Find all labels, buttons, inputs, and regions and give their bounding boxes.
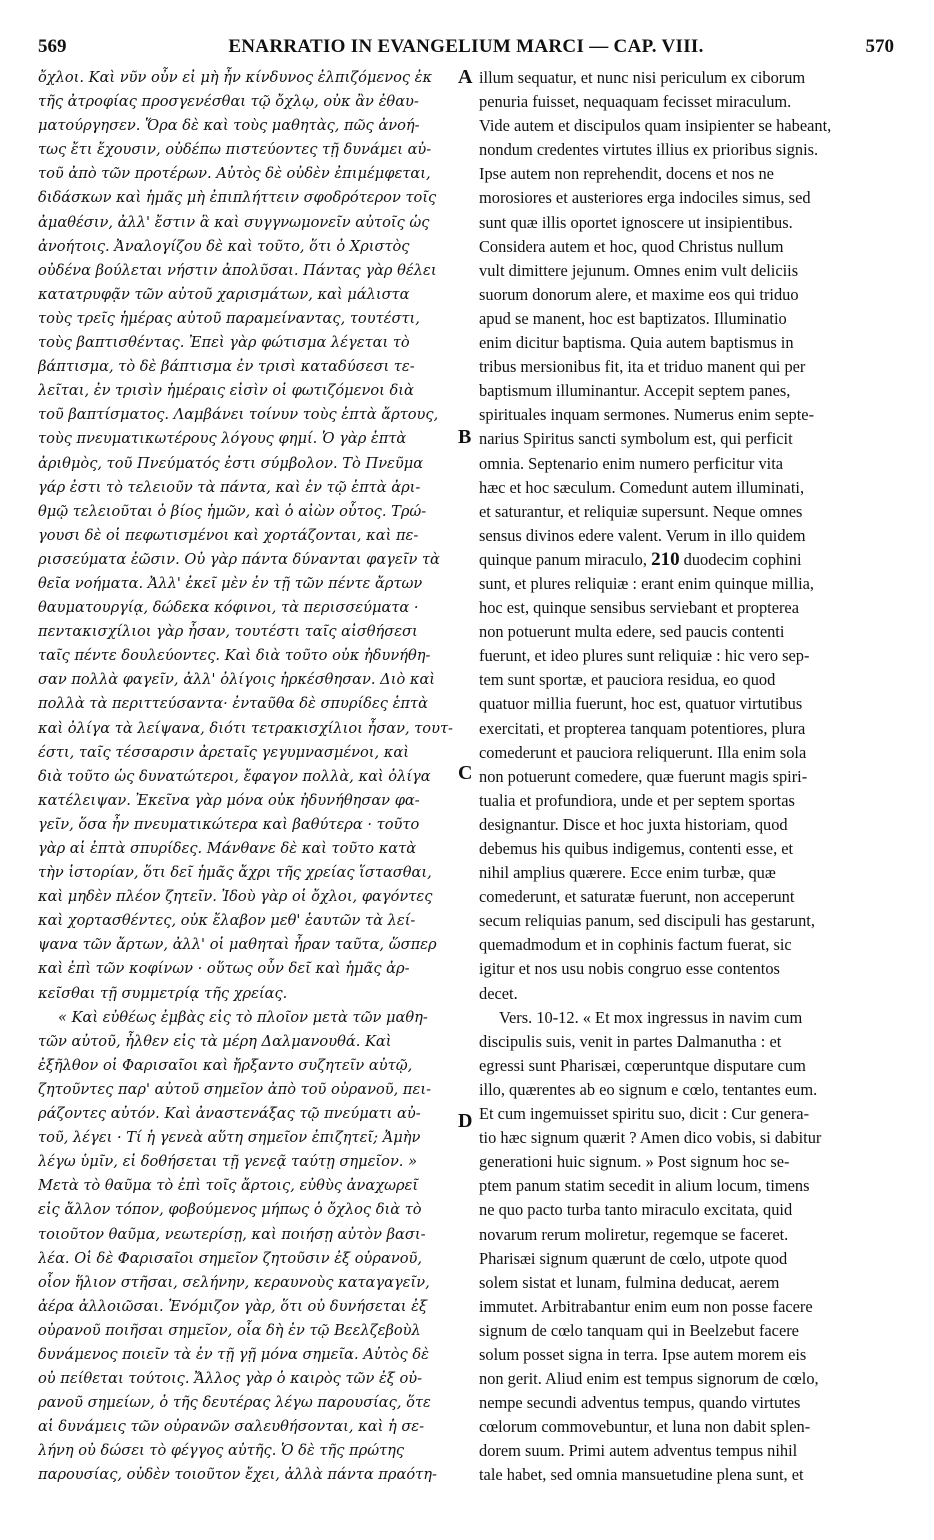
- greek-line: εἰς ἄλλον τόπον, φοβούμενος μήπως ὁ ὄχλος διὰ τὸ: [38, 1201, 422, 1219]
- latin-line: et saturantur, et reliquiæ supersunt. Neque omnes: [479, 501, 803, 521]
- greek-line: ἐξῆλθον οἱ Φαρισαῖοι καὶ ἤρξαντο συζητεῖν αὐτῷ,: [38, 1056, 413, 1074]
- greek-line: καὶ χορτασθέντες, οὐκ ἔλαβον μεθ' ἑαυτῶν τὰ λεί-: [38, 912, 416, 930]
- latin-line: nempe secundi adventus tempus, quando virtutes: [479, 1393, 801, 1413]
- greek-line: οὐδένα βούλεται νήστιν ἀπολῦσαι. Πάντας γὰρ θέλει: [38, 261, 437, 279]
- greek-line: θμῷ τελειοῦται ὁ βίος ἡμῶν, καὶ ὁ αἰὼν οὗτος. Τρώ-: [38, 502, 427, 520]
- greek-line: λέα. Οἱ δὲ Φαρισαῖοι σημεῖον ζητοῦσιν ἐξ οὐρανοῦ,: [38, 1249, 422, 1267]
- latin-line: solum posset signa in terra. Ipse autem morem eis: [479, 1344, 807, 1364]
- latin-line-text: duodecim cophini: [679, 549, 802, 569]
- latin-line: apud se manent, hoc est baptizatos. Illuminatio: [479, 308, 787, 328]
- latin-line: penuria fuisset, nequaquam fecisset miraculum.: [479, 92, 792, 112]
- greek-line: διὰ τοῦτο ὡς δυνατώτεροι, ἔφαγον πολλὰ, καὶ ὀλίγα: [38, 767, 431, 785]
- latin-line: [479, 548, 895, 572]
- greek-line: τοῦ ἀπὸ τῶν προτέρων. Αὐτὸς δὲ οὐδὲν ἐπιμέμφεται,: [38, 165, 431, 183]
- greek-line: τοὺς πνευματικωτέρους λόγους φημί. Ὁ γὰρ ἑπτὰ: [38, 430, 407, 448]
- greek-line: διδάσκων καὶ ἡμᾶς μὴ ἐπιπλήττειν σφοδρότερον τοῖς: [38, 189, 437, 207]
- latin-line: sunt quæ illis oportet ignoscere ut insipientibus.: [479, 212, 793, 232]
- greek-line: καὶ μηδὲν πλέον ζητεῖν. Ἰδοὺ γὰρ οἱ ὄχλοι, φαγόντες: [38, 888, 433, 906]
- latin-column: [479, 66, 895, 1496]
- latin-line: decet.: [479, 983, 518, 1003]
- latin-line-text: quinque panum miraculo,: [479, 549, 652, 569]
- greek-line: γεῖν, ὅσα ἦν πνευματικώτερα καὶ βαθύτερα · τοῦτο: [38, 815, 420, 833]
- greek-line: τὴν ἱστορίαν, ὅτι δεῖ ἡμᾶς ἄχρι τῆς χρείας ἵστασθαι,: [38, 864, 432, 882]
- greek-line: οὐ πείθεται τούτοις. Ἄλλος γὰρ ὁ καιρὸς τῶν ἐξ οὐ-: [38, 1370, 423, 1388]
- latin-line: omnia. Septenario enim numero perficitur vita: [479, 453, 784, 473]
- greek-line: κατέλειψαν. Ἐκεῖνα γὰρ μόνα οὐκ ἠδυνήθησαν φα-: [38, 791, 420, 809]
- greek-line: καὶ ὀλίγα τὰ λείψανα, διότι τετρακισχίλιοι ἦσαν, τουτ-: [38, 719, 453, 737]
- latin-line: hoc est, quinque sensibus serviebant et propterea: [479, 598, 799, 618]
- latin-line: debemus his quibus indigemus, contenti esse, et: [479, 839, 794, 858]
- margin-letter-d: D: [458, 1110, 473, 1132]
- latin-line: Vide autem et discipulos quam insipienter se habeant,: [479, 116, 832, 136]
- latin-line: Ipse autem non reprehendit, docens et nos ne: [479, 164, 774, 184]
- greek-line: ζητοῦντες παρ' αὐτοῦ σημεῖον ἀπὸ τοῦ οὐρανοῦ, πει-: [38, 1080, 432, 1098]
- latin-line: non gerit. Aliud enim est tempus signorum de cœlo,: [479, 1369, 819, 1389]
- greek-line: τοῦ βαπτίσματος. Λαμβάνει τοίνυν τοὺς ἑπτὰ ἄρτους,: [38, 406, 439, 424]
- margin-letter-a: A: [458, 66, 473, 88]
- margin-letter-b: B: [458, 426, 472, 448]
- greek-line: λήνη οὐ δώσει τὸ φέγγος αὐτῆς. Ὁ δὲ τῆς πρώτης: [38, 1442, 405, 1460]
- greek-line: τοιοῦτον θαῦμα, νεωτερίσῃ, καὶ ποιήσῃ αὐτὸν βασι-: [38, 1225, 426, 1243]
- latin-line: illum sequatur, et nunc nisi periculum ex ciborum: [479, 68, 806, 87]
- greek-line: ρισσεύματα ἐῶσιν. Οὐ γὰρ πάντα δύνανται φαγεῖν τὰ: [38, 550, 440, 568]
- running-title: ENARRATIO IN EVANGELIUM MARCI — CAP. VIII.: [228, 36, 704, 57]
- latin-line: tribus mersionibus fit, ita et triduo manent qui per: [479, 357, 806, 377]
- greek-line: ἀριθμὸς, τοῦ Πνεύματός ἐστι σύμβολον. Τὸ Πνεῦμα: [38, 454, 424, 472]
- greek-column: [38, 66, 456, 1496]
- latin-line: exercitati, et propterea tanquam potentiores, plura: [479, 718, 806, 738]
- latin-line: Pharisæi signum quærunt de cœlo, utpote quod: [479, 1248, 788, 1268]
- greek-line: βάπτισμα, τὸ δὲ βάπτισμα ἐν τρισὶ καταδύσεσι τε-: [38, 358, 415, 376]
- greek-line: Μετὰ τὸ θαῦμα τὸ ἐπὶ τοῖς ἄρτοις, εὐθὺς ἀναχωρεῖ: [38, 1177, 419, 1195]
- greek-line: ρανοῦ σημείων, ὁ τῆς δευτέρας λέγω παρουσίας, ὅτε: [38, 1394, 431, 1412]
- latin-line: Vers. 10-12. « Et mox ingressus in navim cum: [499, 1007, 803, 1027]
- page-number-right: 570: [865, 36, 894, 57]
- latin-line: tio hæc signum quærit ? Amen dico vobis, si dabitur: [479, 1128, 822, 1148]
- greek-line: ράζοντες αὐτόν. Καὶ ἀναστενάξας τῷ πνεύματι αὐ-: [38, 1105, 421, 1123]
- greek-line: παρουσίας, οὐδὲν τοιοῦτον ἔχει, ἀλλὰ πάντα πραότη-: [38, 1466, 437, 1484]
- latin-line: hæc et hoc sæculum. Comedunt autem illuminati,: [479, 477, 805, 497]
- greek-line: γάρ ἐστι τὸ τελειοῦν τὰ πάντα, καὶ ἐν τῷ ἑπτὰ ἀρι-: [38, 478, 421, 496]
- latin-line: egressi sunt Pharisæi, cœperuntque disputare cum: [479, 1055, 806, 1075]
- latin-line: quemadmodum et in cophinis factum fuerat, sic: [479, 935, 792, 955]
- greek-line: οὐρανοῦ ποιῆσαι σημεῖον, οἷα δὴ ἐν τῷ Βεελζεβοὺλ: [38, 1321, 421, 1339]
- greek-line: τοὺς βαπτισθέντας. Ἐπεὶ γὰρ φώτισμα λέγεται τὸ: [38, 334, 410, 352]
- latin-line: secum reliquias panum, sed discipuli has gestarunt,: [479, 911, 815, 931]
- greek-line: θεῖα νοήματα. Ἀλλ' ἐκεῖ μὲν ἐν τῇ τῶν πέντε ἄρτων: [38, 574, 423, 592]
- greek-line: τῶν αὐτοῦ, ἦλθεν εἰς τὰ μέρη Δαλμανουθά. Καὶ: [38, 1032, 392, 1050]
- latin-line: vult dimittere jejunum. Omnes enim vult deliciis: [479, 260, 799, 280]
- greek-line: ἀέρα ἀλλοιῶσαι. Ἐνόμιζον γὰρ, ὅτι οὐ δυνήσεται ἐξ: [38, 1297, 428, 1315]
- latin-line: suorum donorum alere, et maxime eos qui triduo: [479, 284, 799, 304]
- latin-line: Considera autem et hoc, quod Christus nullum: [479, 236, 784, 256]
- running-header: [38, 36, 894, 62]
- greek-line: πεντακισχίλιοι γὰρ ἦσαν, τουτέστι ταῖς αἰσθήσεσι: [38, 623, 418, 641]
- greek-line: τοὺς τρεῖς ἡμέρας αὐτοῦ παραμείναντας, τουτέστι,: [38, 309, 420, 327]
- greek-line: οἷον ἥλιον στῆσαι, σελήνην, κεραυνοὺς καταγαγεῖν,: [38, 1273, 430, 1291]
- page-number-left: 569: [38, 36, 67, 57]
- greek-line: τοῦ, λέγει · Τί ἡ γενεὰ αὕτη σημεῖον ἐπιζητεῖ; Ἀμὴν: [38, 1129, 421, 1147]
- latin-line: immutet. Arbitrabantur enim eum non posse facere: [479, 1296, 813, 1316]
- latin-line: illo, quærentes ab eo signum e cœlo, tentantes eum.: [479, 1079, 818, 1099]
- latin-line: enim dicitur baptisma. Quia autem baptismus in: [479, 333, 794, 353]
- latin-line: comederunt, et saturatæ fuerunt, non acceperunt: [479, 887, 795, 907]
- greek-line: γουσι δὲ οἱ πεφωτισμένοι καὶ χορτάζονται, καὶ πε-: [38, 526, 419, 544]
- greek-line: αἱ δυνάμεις τῶν οὐρανῶν σαλευθήσονται, καὶ ἡ σε-: [38, 1418, 425, 1436]
- greek-line: θαυματουργίᾳ, δώδεκα κόφινοι, τὰ περισσεύματα ·: [38, 599, 419, 617]
- latin-line: tale habet, sed omnia mansuetudine plena sunt, et: [479, 1465, 804, 1485]
- latin-line: fuerunt, et ideo plures sunt reliquiæ : hic vero sep-: [479, 646, 810, 666]
- greek-line: ἀμαθέσιν, ἀλλ' ἔστιν ἃ καὶ συγγνωμονεῖν αὐτοῖς ὡς: [38, 213, 430, 231]
- greek-line: σαν πολλὰ φαγεῖν, ἀλλ' ὀλίγοις ἠρκέσθησαν. Διὸ καὶ: [38, 671, 436, 689]
- latin-line: morosiores et austeriores erga indociles simus, sed: [479, 188, 811, 208]
- latin-line: solem sistat et lunam, fulmina deducat, aerem: [479, 1272, 780, 1292]
- latin-line: baptismum illuminantur. Accepit septem panes,: [479, 381, 791, 401]
- latin-line: designantur. Disce et hoc juxta historiam, quod: [479, 814, 788, 834]
- latin-line: Et cum ingemuisset spiritu suo, dicit : Cur genera-: [479, 1104, 810, 1124]
- latin-line: narius Spiritus sancti symbolum est, qui perficit: [479, 429, 793, 449]
- latin-line: signum de cœlo tanquam qui in Beelzebut facere: [479, 1320, 799, 1340]
- latin-line: novarum rerum moliretur, regemque se faceret.: [479, 1224, 789, 1244]
- latin-line: nondum credentes virtutes illius ex prioribus signis.: [479, 140, 819, 160]
- latin-line: ne quo pacto turba tanto miraculo excitata, quid: [479, 1200, 793, 1220]
- latin-line: sunt, et plures reliquiæ : erant enim quinque millia,: [479, 573, 815, 593]
- latin-line: tualia et profundiora, unde et per septem sportas: [479, 790, 795, 810]
- latin-line: ptem panum statim secedit in alium locum, timens: [479, 1176, 810, 1196]
- latin-line: dorem suum. Primi autem adventus tempus nihil: [479, 1441, 798, 1461]
- greek-line: κεῖσθαι τῇ συμμετρίᾳ τῆς χρείας.: [38, 984, 288, 1002]
- latin-line: sensus divinos edere valent. Verum in illo quidem: [479, 525, 806, 545]
- latin-line: cœlorum commovebuntur, et luna non dabit splen-: [479, 1417, 811, 1437]
- latin-line: tem sunt sportæ, et pauciora residua, eo quod: [479, 670, 776, 690]
- latin-line: comederunt et pauciora reliquerunt. Illa enim sola: [479, 742, 807, 762]
- greek-line: δυνάμενος ποιεῖν τὰ ἐν τῇ γῇ μόνα σημεῖα. Αὐτὸς δὲ: [38, 1345, 430, 1363]
- latin-line: non potuerunt multa edere, sed paucis contenti: [479, 622, 785, 642]
- greek-line: γὰρ αἱ ἑπτὰ σπυρίδες. Μάνθανε δὲ καὶ τοῦτο κατὰ: [38, 840, 417, 857]
- greek-line: κατατρυφᾷν τῶν αὐτοῦ χαρισμάτων, καὶ μάλιστα: [38, 285, 410, 303]
- greek-line: τῆς ἀτροφίας προσγενέσθαι τῷ ὄχλῳ, οὐκ ἂν ἐθαυ-: [38, 93, 419, 111]
- greek-line: ψανα τῶν ἄρτων, ἀλλ' οἱ μαθηταὶ ἦραν ταῦτα, ὥσπερ: [38, 936, 437, 954]
- latin-line: igitur et nos usu nobis congruo esse contentos: [479, 959, 780, 979]
- greek-line: τως ἔτι ἔχουσιν, οὐδέπω πιστεύοντες τῇ δυνάμει αὐ-: [38, 141, 432, 159]
- latin-line: non potuerunt comedere, quæ fuerunt magis spiri-: [479, 766, 808, 786]
- inset-column-number: 210: [651, 548, 680, 570]
- latin-line: discipulis suis, venit in partes Dalmanutha : et: [479, 1031, 782, 1051]
- greek-line: πολλὰ τὰ περιττεύσαντα· ἐνταῦθα δὲ σπυρίδες ἑπτὰ: [38, 695, 428, 713]
- greek-line: ματούργησεν. Ὅρα δὲ καὶ τοὺς μαθητὰς, πῶς ἀνοή-: [38, 117, 420, 135]
- greek-line: « Καὶ εὐθέως ἐμβὰς εἰς τὸ πλοῖον μετὰ τῶν μαθη-: [58, 1008, 428, 1026]
- latin-line: generationi huic signum. » Post signum hoc se-: [479, 1152, 790, 1172]
- greek-line: λέγω ὑμῖν, εἰ δοθήσεται τῇ γενεᾷ ταύτῃ σημεῖον. »: [38, 1153, 418, 1171]
- margin-letter-c: C: [458, 762, 473, 784]
- latin-line: quatuor millia fuerunt, hoc est, quatuor virtutibus: [479, 694, 803, 714]
- greek-line: καὶ ἐπὶ τῶν κοφίνων · οὕτως οὖν δεῖ καὶ ἡμᾶς ἀρ-: [38, 960, 410, 978]
- greek-line: έστι, ταῖς τέσσαρσιν ἀρεταῖς γεγυμνασμένοι, καὶ: [38, 743, 409, 761]
- latin-line: spirituales inquam sermones. Numerus enim septe-: [479, 405, 815, 425]
- greek-line: ἀνοήτοις. Ἀναλογίζου δὲ καὶ τοῦτο, ὅτι ὁ Χριστὸς: [38, 237, 410, 255]
- greek-line: λεῖται, ἐν τρισὶν ἡμέραις εἰσὶν οἱ φωτιζόμενοι διὰ: [38, 382, 414, 400]
- latin-line: nihil amplius quærere. Ecce enim turbæ, quæ: [479, 863, 776, 883]
- greek-line: ὄχλοι. Καὶ νῦν οὖν εἰ μὴ ἦν κίνδυνος ἐλπιζόμενος ἐκ: [38, 69, 433, 86]
- greek-line: ταῖς πέντε δουλεύοντες. Καὶ διὰ τοῦτο οὐκ ἠδυνήθη-: [38, 647, 431, 665]
